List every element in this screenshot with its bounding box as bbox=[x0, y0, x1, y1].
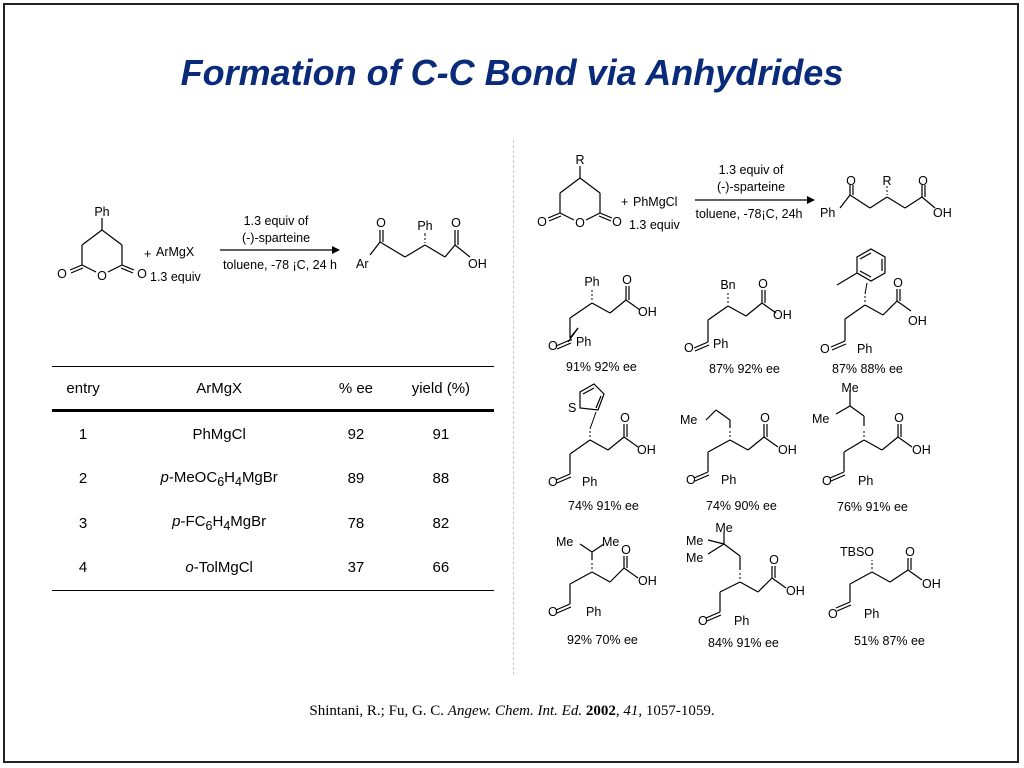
carbonyl-o: O bbox=[760, 411, 770, 425]
header-entry: entry bbox=[52, 367, 114, 411]
ketone-ph: Ph bbox=[858, 474, 874, 488]
acid-oh: OH bbox=[778, 443, 797, 457]
product-o-label: O bbox=[918, 174, 928, 188]
carbonyl-o: O bbox=[622, 273, 632, 287]
product-ph-label: Ph bbox=[820, 206, 836, 220]
citation-year: 2002 bbox=[585, 703, 616, 719]
scheme-right bbox=[535, 150, 975, 240]
carbonyl-o: O bbox=[620, 411, 630, 425]
methyl-me: Me bbox=[686, 534, 704, 548]
product-oh-label: OH bbox=[468, 257, 487, 271]
product-structure-7 bbox=[540, 530, 670, 625]
product-structure-5 bbox=[678, 400, 808, 495]
acid-oh: OH bbox=[638, 305, 657, 319]
cell-armgx bbox=[114, 501, 324, 546]
results-table bbox=[52, 366, 494, 591]
product-structure-9 bbox=[818, 540, 948, 630]
citation-journal: Angew. Chem. Int. Ed. bbox=[447, 703, 583, 719]
ring-o-label: O bbox=[97, 269, 107, 283]
carbonyl-o: O bbox=[894, 411, 904, 425]
substituent-ph: Ph bbox=[584, 275, 600, 289]
reagent-text: -MeOC bbox=[168, 468, 218, 486]
result-label: 91% 92% ee bbox=[566, 360, 637, 374]
table-row bbox=[52, 457, 494, 502]
carbonyl-o-label: O bbox=[537, 215, 547, 229]
ketone-o: O bbox=[820, 342, 830, 356]
plus-sign: + bbox=[621, 195, 629, 209]
reagent-text: H bbox=[224, 468, 235, 486]
reagent-equiv: 1.3 equiv bbox=[150, 270, 201, 284]
reagent-text: PhMgCl bbox=[192, 425, 246, 443]
methyl-me: Me bbox=[812, 412, 830, 426]
conditions-line3: toluene, -78 ¡C, 24 h bbox=[223, 258, 337, 272]
carbonyl-o-label: O bbox=[612, 215, 622, 229]
cell-yield: 66 bbox=[388, 546, 494, 591]
carbonyl-o-label: O bbox=[137, 267, 147, 281]
product-structure-1 bbox=[540, 268, 670, 363]
reagent-text: -FC bbox=[180, 513, 206, 531]
cell-ee: 89 bbox=[347, 470, 365, 488]
result-label: 74% 90% ee bbox=[706, 499, 777, 513]
product-ph-label: Ph bbox=[417, 219, 433, 233]
carbonyl-o: O bbox=[758, 277, 768, 291]
product-structure-2 bbox=[680, 270, 810, 365]
cell-ee: 92 bbox=[347, 425, 365, 443]
ketone-ph: Ph bbox=[586, 605, 602, 619]
ketone-ph: Ph bbox=[857, 342, 873, 356]
position-prefix: o bbox=[185, 559, 194, 577]
cell-entry: 3 bbox=[78, 514, 88, 532]
citation-volume: 41 bbox=[623, 703, 639, 719]
carbonyl-o: O bbox=[905, 545, 915, 559]
ketone-o: O bbox=[698, 614, 708, 628]
cell-armgx bbox=[114, 411, 324, 457]
reagent-label: PhMgCl bbox=[633, 195, 678, 209]
methyl-me: Me bbox=[841, 381, 859, 395]
acid-oh: OH bbox=[786, 584, 805, 598]
product-structure-4 bbox=[540, 382, 670, 492]
subscript: 6 bbox=[205, 519, 213, 534]
slide-title: Formation of C-C Bond via Anhydrides bbox=[180, 52, 844, 93]
citation-authors: Shintani, R.; Fu, G. C. bbox=[309, 703, 448, 719]
product-o-label: O bbox=[451, 216, 461, 230]
cell-yield: 91 bbox=[432, 425, 450, 443]
acid-oh: OH bbox=[638, 574, 657, 588]
cell-yield: 88 bbox=[432, 470, 450, 488]
substituent-bn: Bn bbox=[720, 278, 736, 292]
cell-armgx bbox=[114, 457, 324, 502]
ketone-o: O bbox=[548, 475, 558, 489]
ketone-o: O bbox=[686, 473, 696, 487]
table-row bbox=[52, 501, 494, 546]
table-row bbox=[52, 411, 494, 457]
result-label: 92% 70% ee bbox=[567, 633, 638, 647]
conditions-line3: toluene, -78¡C, 24h bbox=[695, 207, 803, 221]
product-o-label: O bbox=[846, 174, 856, 188]
subscript: 4 bbox=[223, 519, 231, 534]
ketone-ph: Ph bbox=[721, 473, 737, 487]
ketone-ph: Ph bbox=[864, 607, 880, 621]
result-label: 87% 88% ee bbox=[832, 362, 903, 376]
ketone-ph: Ph bbox=[576, 335, 592, 349]
header-armgx: ArMgX bbox=[114, 367, 324, 411]
ketone-o: O bbox=[828, 607, 838, 621]
reagent-text: MgBr bbox=[230, 513, 267, 531]
cell-entry: 4 bbox=[52, 546, 114, 591]
carbonyl-o: O bbox=[621, 543, 631, 557]
reagent-text: H bbox=[212, 513, 224, 531]
carbonyl-o-label: O bbox=[57, 267, 67, 281]
header-yield: yield (%) bbox=[388, 367, 494, 411]
reagent-text: -TolMgCl bbox=[193, 559, 253, 577]
ketone-o: O bbox=[822, 474, 832, 488]
result-label: 87% 92% ee bbox=[709, 362, 780, 376]
table-row bbox=[52, 546, 494, 591]
product-ar-label: Ar bbox=[356, 257, 369, 271]
plus-sign: + bbox=[144, 247, 152, 261]
ring-o-label: O bbox=[575, 216, 585, 230]
cell-ee: 78 bbox=[347, 514, 365, 532]
substituent-label: Ph bbox=[94, 205, 110, 219]
citation: Shintani, R.; Fu, G. C. Angew. Chem. Int. Ed. 2002, 41, 1057-1059. bbox=[309, 703, 715, 719]
result-label: 84% 91% ee bbox=[708, 636, 779, 650]
column-divider bbox=[513, 140, 514, 675]
methyl-me: Me bbox=[686, 551, 704, 565]
ketone-ph: Ph bbox=[582, 475, 598, 489]
conditions-line1: 1.3 equiv of bbox=[243, 214, 309, 228]
result-label: 51% 87% ee bbox=[854, 634, 925, 648]
reagent-label: ArMgX bbox=[156, 245, 195, 259]
product-structure-6 bbox=[812, 378, 942, 493]
acid-oh: OH bbox=[922, 577, 941, 591]
acid-oh: OH bbox=[908, 314, 927, 328]
product-r-label: R bbox=[882, 174, 892, 188]
reagent-text: MgBr bbox=[241, 468, 278, 486]
product-oh-label: OH bbox=[933, 206, 952, 220]
methyl-me: Me bbox=[715, 521, 733, 535]
methyl-me: Me bbox=[556, 535, 574, 549]
cell-armgx bbox=[114, 546, 324, 591]
citation-pages: , 1057-1059. bbox=[638, 703, 715, 719]
acid-oh: OH bbox=[637, 443, 656, 457]
cell-entry: 2 bbox=[78, 470, 88, 488]
result-label: 74% 91% ee bbox=[568, 499, 639, 513]
carbonyl-o: O bbox=[769, 553, 779, 567]
methyl-me: Me bbox=[602, 535, 620, 549]
position-prefix: p bbox=[172, 513, 181, 531]
conditions-line1: 1.3 equiv of bbox=[718, 163, 784, 177]
reagent-equiv: 1.3 equiv bbox=[629, 218, 680, 232]
table-header-row bbox=[52, 367, 494, 411]
cell-entry: 1 bbox=[78, 425, 88, 443]
ketone-o: O bbox=[548, 605, 558, 619]
acid-oh: OH bbox=[773, 308, 792, 322]
scheme-left bbox=[50, 200, 510, 290]
subscript: 4 bbox=[234, 474, 242, 489]
product-o-label: O bbox=[376, 216, 386, 230]
acid-oh: OH bbox=[912, 443, 931, 457]
ketone-ph: Ph bbox=[734, 614, 750, 628]
subscript: 6 bbox=[217, 474, 225, 489]
methyl-me: Me bbox=[680, 413, 698, 427]
tbso-label: TBSO bbox=[840, 545, 875, 559]
header-ee: % ee bbox=[324, 367, 388, 411]
cell-yield: 82 bbox=[432, 514, 450, 532]
substituent-label: R bbox=[575, 153, 585, 167]
carbonyl-o: O bbox=[893, 276, 903, 290]
ketone-ph: Ph bbox=[713, 337, 729, 351]
thiophene-s: S bbox=[568, 401, 577, 415]
product-structure-3 bbox=[815, 245, 945, 363]
conditions-line2: (-)-sparteine bbox=[716, 180, 786, 194]
ketone-o: O bbox=[548, 339, 558, 353]
conditions-line2: (-)-sparteine bbox=[241, 231, 311, 245]
result-label: 76% 91% ee bbox=[837, 500, 908, 514]
product-structure-8 bbox=[680, 518, 810, 633]
cell-ee: 37 bbox=[324, 546, 388, 591]
position-prefix: p bbox=[160, 468, 169, 486]
ketone-o: O bbox=[684, 341, 694, 355]
